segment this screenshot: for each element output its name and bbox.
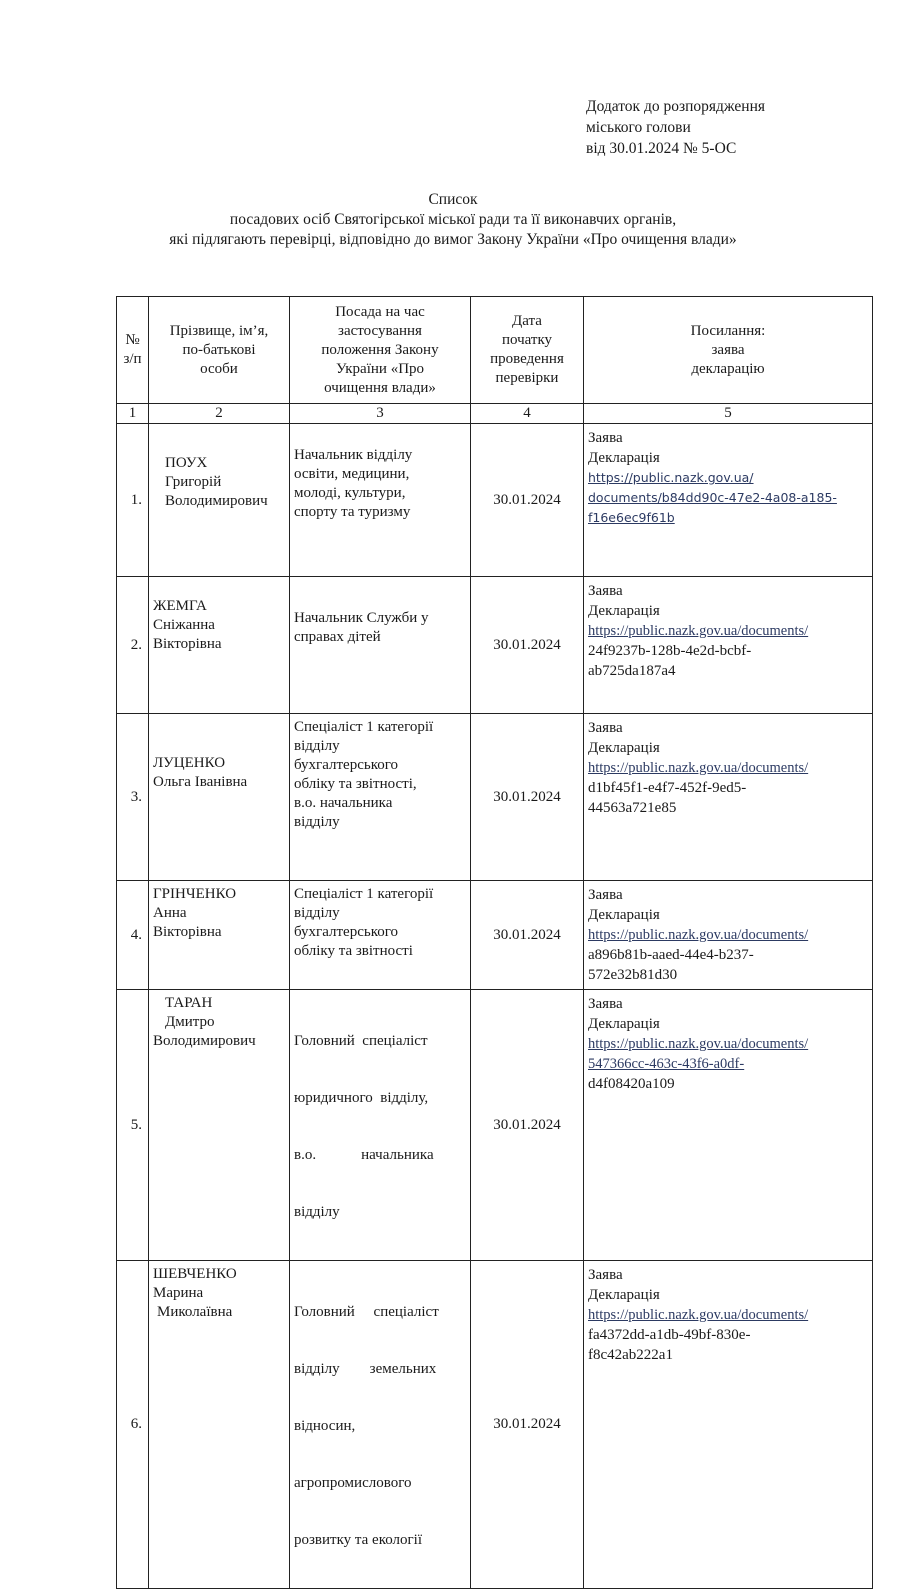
officials-table — [116, 296, 873, 1589]
declaration-link[interactable] — [588, 1034, 872, 1074]
person-name — [149, 577, 290, 714]
header-line: Дата — [512, 313, 542, 329]
position-line: обліку та звітності, — [294, 776, 417, 792]
position — [290, 424, 471, 577]
column-number: 5 — [584, 404, 873, 424]
name-line: Марина — [153, 1285, 204, 1301]
statement-label: Заява — [588, 430, 623, 446]
document-title — [0, 190, 906, 250]
position-line: бухгалтерського — [294, 757, 399, 773]
check-start-date: 30.01.2024 — [471, 577, 584, 714]
person-name — [149, 424, 290, 577]
position-line: спорту та туризму — [294, 504, 411, 520]
header-line: України «Про — [335, 360, 425, 377]
title-line: посадових осіб Святогірської міської ради та її виконавчих органів, — [229, 211, 677, 228]
statement-label: Заява — [588, 887, 623, 903]
statement-label: Заява — [588, 720, 623, 736]
url-line[interactable]: a896b81b-aaed-44e4-b237- — [588, 947, 754, 963]
position-line: відділу — [294, 814, 340, 830]
name-line: Володимирович — [153, 1033, 256, 1049]
links-cell — [584, 1261, 873, 1589]
header-line: перевірки — [495, 370, 559, 386]
declaration-label: Декларація — [588, 740, 660, 756]
links-cell — [584, 714, 873, 881]
header-date — [471, 297, 584, 404]
table-row — [117, 881, 873, 990]
row-number: 6. — [117, 1261, 149, 1589]
header-number — [117, 297, 149, 404]
position-line: відділу земельних — [294, 1361, 437, 1377]
name-line: Вікторівна — [153, 636, 222, 652]
header-line: Посада на час — [335, 303, 425, 320]
column-number: 1 — [117, 404, 149, 424]
declaration-link[interactable] — [588, 1305, 872, 1325]
url-line[interactable]: 24f9237b-128b-4e2d-bcbf- — [588, 643, 752, 659]
row-number: 1. — [117, 424, 149, 577]
position-line: юридичного відділу, — [294, 1090, 429, 1106]
position-line: бухгалтерського — [294, 924, 399, 940]
url-line[interactable]: f16e6ec9f61b — [588, 510, 675, 525]
position — [290, 990, 471, 1261]
url-line[interactable]: documents/b84dd90c-47e2-4a08-a185- — [588, 490, 837, 505]
declaration-label: Декларація — [588, 603, 660, 619]
position-line: Спеціаліст 1 категорії — [294, 719, 434, 735]
name-line: ШЕВЧЕНКО — [153, 1266, 237, 1282]
header-links — [584, 297, 873, 404]
statement-label: Заява — [588, 996, 623, 1012]
person-name — [149, 990, 290, 1261]
url-line[interactable]: 572e32b81d30 — [588, 967, 678, 983]
url-line[interactable]: f8c42ab222a1 — [588, 1347, 673, 1363]
header-line: Посилання: — [690, 322, 766, 339]
position-line: в.о. начальника — [294, 795, 393, 811]
declaration-label: Декларація — [588, 450, 660, 466]
appendix-note — [586, 96, 765, 159]
position-line: відділу — [294, 1204, 340, 1220]
position-line: обліку та звітності — [294, 943, 413, 959]
table-row — [117, 990, 873, 1261]
name-line: ТАРАН — [165, 995, 213, 1011]
appendix-line: від 30.01.2024 № 5-ОС — [586, 140, 737, 157]
name-line: Анна — [153, 905, 187, 921]
header-name — [149, 297, 290, 404]
declaration-link[interactable] — [588, 621, 872, 641]
column-number: 3 — [290, 404, 471, 424]
url-line[interactable]: https://public.nazk.gov.ua/documents/ — [588, 1036, 809, 1052]
position-line: справах дітей — [294, 629, 381, 645]
position-line: Головний спеціаліст — [294, 1033, 428, 1049]
table-header-row — [117, 297, 873, 404]
column-number: 4 — [471, 404, 584, 424]
declaration-label: Декларація — [588, 1287, 660, 1303]
position-line: молоді, культури, — [294, 485, 406, 501]
links-cell — [584, 990, 873, 1261]
appendix-line: міського голови — [586, 119, 691, 136]
name-line: Дмитро — [165, 1014, 215, 1030]
url-line[interactable]: 547366cc-463c-43f6-a0df- — [588, 1056, 745, 1072]
header-position — [290, 297, 471, 404]
position-line: Начальник Служби у — [294, 610, 429, 626]
header-line: проведення — [490, 351, 564, 367]
check-start-date: 30.01.2024 — [471, 990, 584, 1261]
check-start-date: 30.01.2024 — [471, 424, 584, 577]
table-row — [117, 1261, 873, 1589]
position — [290, 1261, 471, 1589]
url-line[interactable]: https://public.nazk.gov.ua/documents/ — [588, 760, 809, 776]
name-line: Ольга Іванівна — [153, 774, 248, 790]
position — [290, 577, 471, 714]
row-number: 2. — [117, 577, 149, 714]
name-line: ГРІНЧЕНКО — [153, 886, 237, 902]
url-line[interactable]: https://public.nazk.gov.ua/ — [588, 470, 754, 485]
name-line: Миколаївна — [157, 1304, 233, 1320]
position-line: освіти, медицини, — [294, 466, 410, 482]
header-line: заява — [711, 341, 745, 358]
header-line: початку — [501, 332, 553, 348]
title-heading: Список — [428, 191, 478, 208]
statement-label: Заява — [588, 583, 623, 599]
header-line: декларацію — [691, 360, 765, 377]
header-line: застосування — [338, 322, 422, 339]
column-number-row — [117, 404, 873, 424]
header-line: особи — [200, 360, 238, 377]
check-start-date: 30.01.2024 — [471, 881, 584, 990]
position-line: Головний спеціаліст — [294, 1304, 439, 1320]
name-line: Володимирович — [165, 493, 268, 509]
header-line: по-батькові — [182, 341, 256, 358]
name-line: ЖЕМГА — [153, 598, 207, 614]
name-line: Григорій — [165, 474, 222, 490]
position-line: відділу — [294, 738, 340, 754]
url-line[interactable]: https://public.nazk.gov.ua/documents/ — [588, 623, 809, 639]
links-cell — [584, 424, 873, 577]
header-line: положення Закону — [321, 341, 439, 358]
header-line: Прізвище, ім’я, — [169, 322, 269, 339]
table-row — [117, 424, 873, 577]
header-line: з/п — [123, 351, 142, 367]
name-line: ПОУХ — [165, 455, 208, 471]
person-name — [149, 1261, 290, 1589]
person-name — [149, 714, 290, 881]
declaration-link[interactable] — [588, 758, 872, 778]
position-line: в.о. начальника — [294, 1147, 434, 1163]
url-line[interactable]: https://public.nazk.gov.ua/documents/ — [588, 927, 809, 943]
name-line: ЛУЦЕНКО — [153, 755, 226, 771]
title-line: які підлягають перевірці, відповідно до вимог Закону України «Про очищення влади» — [169, 231, 737, 248]
position-line: агропромислового — [294, 1475, 412, 1491]
links-cell — [584, 881, 873, 990]
links-cell — [584, 577, 873, 714]
url-line[interactable]: d1bf45f1-e4f7-452f-9ed5- — [588, 780, 747, 796]
url-line[interactable]: 44563a721e85 — [588, 800, 677, 816]
header-line: № — [125, 332, 140, 348]
appendix-line: Додаток до розпорядження — [586, 98, 766, 115]
url-line[interactable]: d4f08420a109 — [588, 1076, 675, 1092]
declaration-link[interactable] — [588, 925, 872, 945]
position-line: розвитку та екології — [294, 1532, 423, 1548]
row-number: 3. — [117, 714, 149, 881]
statement-label: Заява — [588, 1267, 623, 1283]
position — [290, 714, 471, 881]
name-line: Сніжанна — [153, 617, 215, 633]
position-line: Спеціаліст 1 категорії — [294, 886, 434, 902]
url-line[interactable]: https://public.nazk.gov.ua/documents/ — [588, 1307, 809, 1323]
name-line: Вікторівна — [153, 924, 222, 940]
declaration-label: Декларація — [588, 907, 660, 923]
check-start-date: 30.01.2024 — [471, 1261, 584, 1589]
table-row — [117, 714, 873, 881]
url-line[interactable]: ab725da187a4 — [588, 663, 676, 679]
position-line: відділу — [294, 905, 340, 921]
header-line: очищення влади» — [324, 379, 436, 396]
declaration-label: Декларація — [588, 1016, 660, 1032]
row-number: 5. — [117, 990, 149, 1261]
url-line[interactable]: fa4372dd-a1db-49bf-830e- — [588, 1327, 751, 1343]
check-start-date: 30.01.2024 — [471, 714, 584, 881]
position-line: відносин, — [294, 1418, 356, 1434]
declaration-link[interactable] — [588, 468, 872, 528]
person-name — [149, 881, 290, 990]
row-number: 4. — [117, 881, 149, 990]
position — [290, 881, 471, 990]
table-row — [117, 577, 873, 714]
column-number: 2 — [149, 404, 290, 424]
position-line: Начальник відділу — [294, 447, 413, 463]
